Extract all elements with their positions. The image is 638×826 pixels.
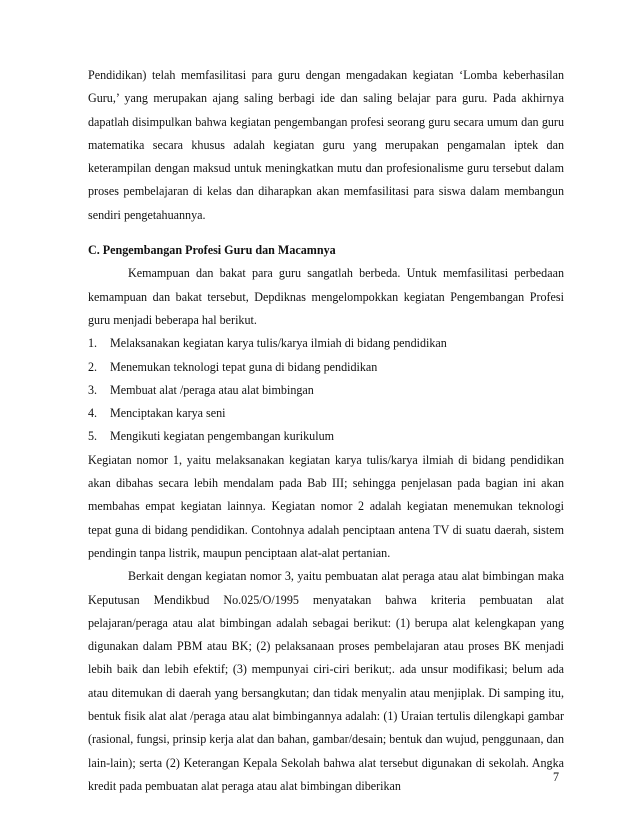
paragraph-after-list: Kegiatan nomor 1, yaitu melaksanakan kegiatan karya tulis/karya ilmiah di bidang pendidikan akan dibahas secara lebih mendalam pada Bab III; sehingga penjelasan pada bagian ini akan membahas empat kegiatan lainnya. Kegiatan nomor 2 adalah kegiatan menemukan teknologi tepat guna di bidang pendidikan. Contohnya adalah penciptaan antena TV di suatu daerah, sistem pendingin tanpa listrik, maupun penciptaan alat-alat pertanian. xyxy=(88,452,564,560)
document-body xyxy=(88,64,564,798)
section-intro-paragraph: Kemampuan dan bakat para guru sangatlah berbeda. Untuk memfasilitasi perbedaan kemampuan dan bakat tersebut, Depdiknas mengelompokkan kegiatan Pengembangan Profesi guru menjadi beberapa hal berikut. xyxy=(88,266,564,327)
final-paragraph: Berkait dengan kegiatan nomor 3, yaitu pembuatan alat peraga atau alat bimbingan maka Keputusan Mendikbud No.025/O/1995 menyatakan bahwa kriteria pembuatan alat pelajaran/peraga atau alat bimbingan adalah sebagai berikut: (1) berupa alat kelengkapan yang digunakan dalam PBM atau BK; (2) pelaksanaan proses pembelajaran atau proses BK menjadi lebih baik dan lebih efektif; (3) mempunyai ciri-ciri berikut;. ada unsur modifikasi; belum ada atau ditemukan di daerah yang bersangkutan; dan tidak menyalin atau menjiplak. Di samping itu, bentuk fisik alat alat /peraga atau alat bimbingannya adalah: (1) Uraian tertulis dilengkapi gambar (rasional, fungsi, prinsip kerja alat dan bahan, gambar/desain; bentuk dan wujud, penggunaan, dan lain-lain); serta (2) Keterangan Kepala Sekolah bahwa alat tersebut digunakan di sekolah. Angka kredit pada pembuatan alat peraga atau alat bimbingan diberikan xyxy=(88,569,564,793)
list-item-text: Menemukan teknologi tepat guna di bidang pendidikan xyxy=(110,359,378,374)
list-item-text: Melaksanakan kegiatan karya tulis/karya ilmiah di bidang pendidikan xyxy=(110,336,447,351)
list-item-number: 1. xyxy=(88,336,98,351)
list-item xyxy=(88,379,564,402)
list-item-text: Menciptakan karya seni xyxy=(110,406,226,421)
activity-list xyxy=(88,332,564,448)
list-item xyxy=(88,356,564,379)
list-item-number: 5. xyxy=(88,429,98,444)
section-heading: C. Pengembangan Profesi Guru dan Macamnya xyxy=(88,243,336,258)
list-item xyxy=(88,332,564,355)
list-item xyxy=(88,425,564,448)
list-item-text: Membuat alat /peraga atau alat bimbingan xyxy=(110,382,314,397)
list-item-number: 2. xyxy=(88,359,98,374)
intro-paragraph: Pendidikan) telah memfasilitasi para guru dengan mengadakan kegiatan ‘Lomba keberhasilan Guru,’ yang merupakan ajang saling berbagi ide dan saling belajar para guru. Pada akhirnya dapatlah disimpulkan bahwa kegiatan pengembangan profesi seorang guru secara umum dan guru matematika secara khusus adalah kegiatan guru yang merupakan pengamalan iptek dan keterampilan dengan maksud untuk meningkatkan mutu dan profesionalisme guru tersebut dalam proses pembelajaran di kelas dan diharapkan akan memfasilitasi para siswa dalam membangun sendiri pengetahuannya. xyxy=(88,68,564,222)
list-item-number: 3. xyxy=(88,382,98,397)
list-item xyxy=(88,402,564,425)
page-number: 7 xyxy=(553,770,560,784)
list-item-number: 4. xyxy=(88,406,98,421)
list-item-text: Mengikuti kegiatan pengembangan kurikulum xyxy=(110,429,335,444)
